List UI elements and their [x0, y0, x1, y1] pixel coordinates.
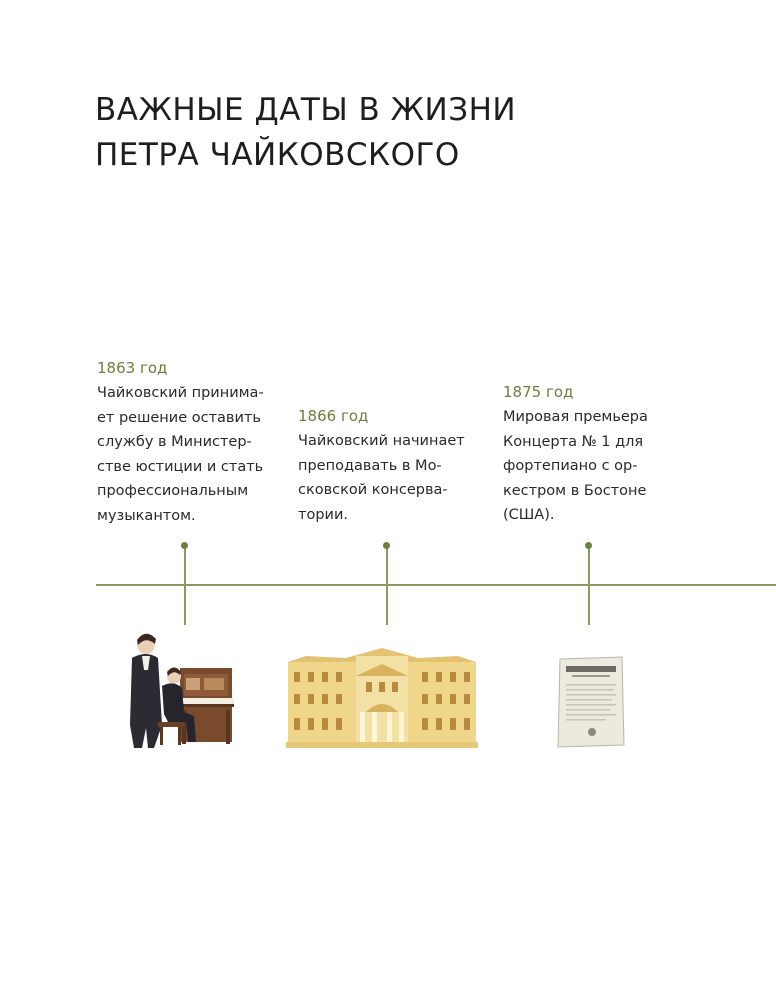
concert-program-document-illustration: [556, 656, 626, 748]
tchaikovsky-at-piano-illustration: [118, 630, 236, 756]
event-year: 1863 год: [97, 359, 168, 377]
timeline-dot: [181, 542, 188, 549]
event-description: [503, 405, 703, 528]
event-line: службу в Министер-: [97, 434, 252, 450]
timeline-tick: [184, 545, 186, 625]
event-year: 1866 год: [298, 407, 369, 425]
page-title: [95, 88, 516, 178]
timeline-dot: [383, 542, 390, 549]
event-line: преподавать в Мо-: [298, 457, 442, 474]
timeline-tick: [588, 545, 590, 625]
event-line: тории.: [298, 506, 348, 523]
event-line: кестром в Бостоне: [503, 482, 647, 499]
document-heading: [566, 666, 616, 672]
moscow-conservatory-building-illustration: [286, 642, 478, 748]
document-emblem: [588, 728, 596, 736]
event-description: [97, 381, 297, 528]
timeline-event-1875: [503, 381, 703, 528]
event-line: (США).: [503, 507, 555, 523]
timeline-dot: [585, 542, 592, 549]
title-line-1: ВАЖНЫЕ ДАТЫ В ЖИЗНИ: [95, 92, 517, 128]
event-line: стве юстиции и стать: [97, 458, 264, 475]
event-line: сковской консерва-: [298, 482, 448, 498]
piano-keys: [176, 698, 234, 704]
timeline-event-1863: [97, 357, 297, 528]
event-description: [298, 429, 498, 527]
timeline-event-1866: [298, 405, 498, 527]
event-year: 1875 год: [503, 383, 574, 401]
event-line: музыкантом.: [97, 507, 196, 524]
timeline-axis: [96, 584, 776, 586]
event-line: профессиональным: [97, 483, 249, 499]
event-line: Концерта № 1 для: [503, 433, 644, 450]
event-line: фортепиано с ор-: [503, 458, 638, 474]
event-line: Мировая премьера: [503, 409, 648, 425]
title-line-2: ПЕТРА ЧАЙКОВСКОГО: [95, 137, 460, 173]
timeline-tick: [386, 545, 388, 625]
event-line: ет решение оставить: [97, 409, 261, 426]
event-line: Чайковский принима-: [97, 385, 264, 401]
event-line: Чайковский начинает: [298, 433, 465, 449]
